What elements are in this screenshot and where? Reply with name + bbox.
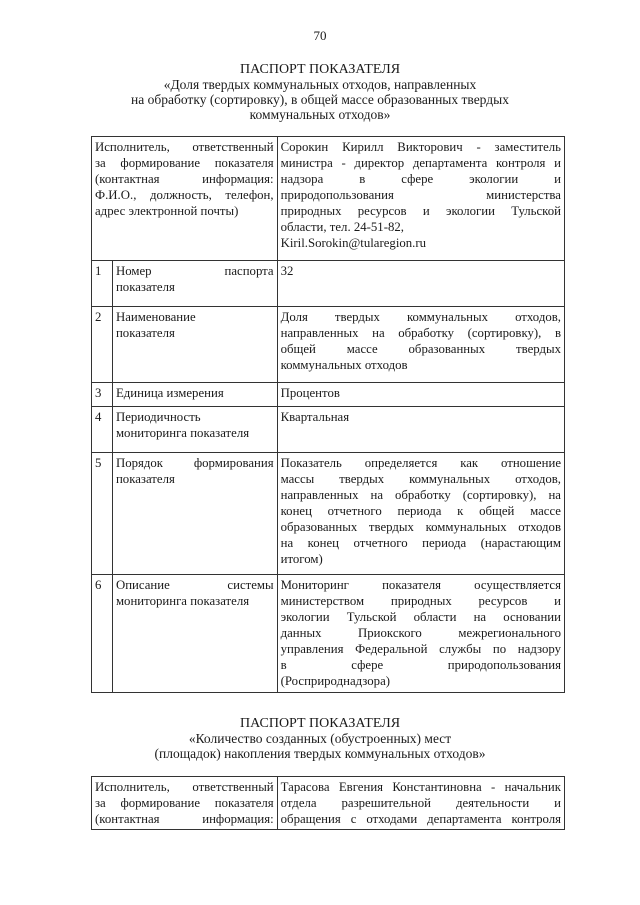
row-value: Квартальная (277, 407, 564, 453)
passport-1-subtitle-line: «Доля твердых коммунальных отходов, направленных (163, 77, 477, 92)
row-number: 1 (92, 261, 113, 307)
executor-row (92, 137, 565, 261)
table-row (92, 407, 565, 453)
passport-1-subtitle-line: на обработку (сортировку), в общей массе образованных твердых (131, 92, 509, 107)
executor-value: Тарасова Евгения Константиновна - начальник отдела разрешительной деятельности и обращения с отходами департамента контроля (277, 777, 564, 830)
table-row (92, 575, 565, 693)
passport-2-title: ПАСПОРТ ПОКАЗАТЕЛЯ (239, 716, 401, 731)
passport-1-table (91, 136, 565, 693)
passport-2-subtitle-line: (площадок) накопления твердых коммунальных отходов» (154, 746, 486, 761)
row-value: Мониторинг показателя осуществляется министерством природных ресурсов и экологии Тульской области на основании данных Приокского межрегионального управления Федеральной службы по надзору в сфере природопользования (Росприроднадзора) (277, 575, 564, 693)
executor-row (92, 777, 565, 830)
row-label: Периодичность мониторинга показателя (112, 407, 277, 453)
passport-2-heading (0, 716, 640, 761)
row-number: 6 (92, 575, 113, 693)
row-label: Наименование показателя (112, 307, 277, 383)
passport-1-subtitle-line: коммунальных отходов» (249, 107, 391, 122)
row-label: Описание системы мониторинга показателя (112, 575, 277, 693)
passport-1-title: ПАСПОРТ ПОКАЗАТЕЛЯ (239, 62, 401, 77)
row-value: Доля твердых коммунальных отходов, направленных на обработку (сортировку), в общей массе образованных твердых коммунальных отходов (277, 307, 564, 383)
passport-2-table (91, 776, 565, 830)
row-label: Единица измерения (112, 383, 277, 407)
executor-label: Исполнитель, ответственный за формирование показателя (контактная информация: (92, 777, 278, 830)
executor-label: Исполнитель, ответственный за формирование показателя (контактная информация: Ф.И.О., должность, телефон, адрес электронной почты) (92, 137, 278, 261)
row-label: Номер паспорта показателя (112, 261, 277, 307)
row-value: Показатель определяется как отношение массы твердых коммунальных отходов, направленных на обработку (сортировку), на конец отчетного периода к общей массе образованных твердых коммунальных отходов на конец отчетного периода (нарастающим итогом) (277, 453, 564, 575)
row-number: 4 (92, 407, 113, 453)
row-number: 2 (92, 307, 113, 383)
row-label: Порядок формирования показателя (112, 453, 277, 575)
passport-1-heading (0, 62, 640, 122)
passport-2-subtitle-line: «Количество созданных (обустроенных) мест (188, 731, 452, 746)
row-number: 3 (92, 383, 113, 407)
table-row (92, 307, 565, 383)
page-number: 70 (313, 28, 327, 43)
row-value: Процентов (277, 383, 564, 407)
table-row (92, 453, 565, 575)
table-row (92, 261, 565, 307)
row-number: 5 (92, 453, 113, 575)
row-value: 32 (277, 261, 564, 307)
executor-value: Сорокин Кирилл Викторович - заместитель министра - директор департамента контроля и надзора в сфере экологии и природопользования министерства природных ресурсов и экологии Тульской области, тел. 24-51-82, Kiril.Sorokin@tularegion.ru (277, 137, 564, 261)
table-row (92, 383, 565, 407)
